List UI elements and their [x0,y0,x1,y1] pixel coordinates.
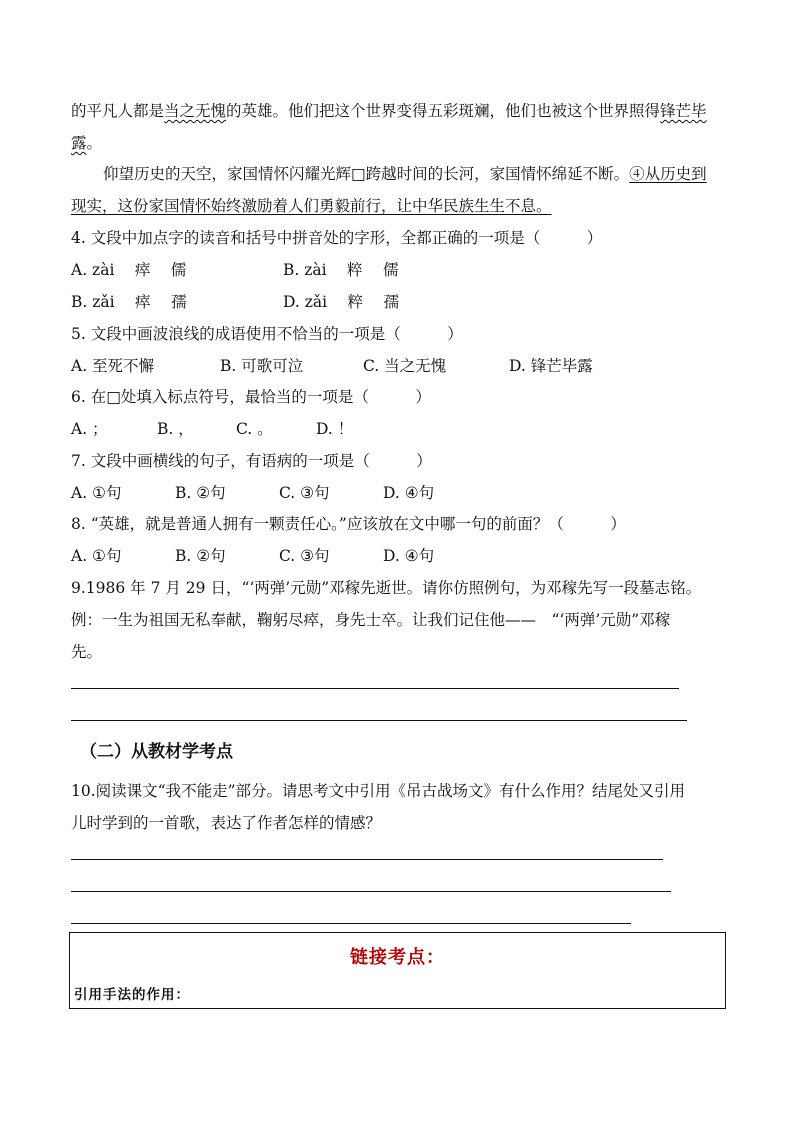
box-title: 链接考点： [350,947,445,968]
option-b[interactable]: B. zài 粹 儒 [283,261,399,279]
answer-line[interactable] [71,891,671,892]
question-7-stem: 7. 文段中画横线的句子，有语病的一项是（ ） [71,452,432,470]
section-title: （二）从教材学考点 [80,742,233,762]
question-4-options-row-1 [71,260,398,280]
option-d[interactable]: D. ④句 [383,547,435,565]
sentence-4-underlined: ④从历史到 [629,165,707,183]
option-b[interactable]: B. ， [157,420,194,438]
question-8-stem: 8. “英雄，就是普通人拥有一颗责任心。”应该放在文中哪一句的前面？（ ） [71,515,626,533]
answer-line[interactable] [71,923,631,924]
passage-text: 的平凡人都是 [71,102,165,120]
passage-text: 的英雄。他们把这个世界变得五彩斑斓，他们也被这个世界照得 [226,102,661,120]
option-b[interactable]: B. ②句 [175,484,226,502]
answer-line[interactable] [71,859,663,860]
sentence-4-underlined-cont: 现实，这份家国情怀始终激励着人们勇毅前行，让中华民族生生不息。 [71,197,552,215]
option-c[interactable]: C. ③句 [279,547,330,565]
option-c[interactable]: C. ③句 [279,484,330,502]
option-d[interactable]: D. zǎi 粹 孺 [283,293,399,311]
question-4-stem: 4. 文段中加点字的读音和括号中拼音处的字形，全都正确的一项是（ ） [71,229,603,247]
option-a[interactable]: A. ①句 [71,484,122,502]
option-d[interactable]: D. ！ [316,420,354,438]
idiom-wavy-2: 锋芒毕 [660,102,707,120]
passage-line-1 [71,101,707,121]
option-c[interactable]: C. 当之无愧 [363,357,447,375]
idiom-wavy-2-end: 露 [71,134,87,152]
question-6-options [71,419,353,439]
option-b[interactable]: B. ②句 [175,547,226,565]
question-4-options-row-2 [71,292,399,312]
box-label: 引用手法的作用： [74,987,190,1003]
answer-line[interactable] [71,720,687,721]
passage-text: 仰望历史的天空，家国情怀闪耀光辉□跨越时间的长河，家国情怀绵延不断。 [103,165,630,183]
passage-text: 。 [86,134,103,152]
option-a[interactable]: A. zài 瘁 儒 [71,261,187,279]
option-a[interactable]: A. ； [71,420,108,438]
question-5-options [71,356,593,376]
question-6-stem: 6. 在□处填入标点符号，最恰当的一项是（ ） [71,388,431,406]
answer-line[interactable] [71,688,679,689]
option-d[interactable]: D. 锋芒毕露 [509,357,593,375]
question-9-stem: 9.1986 年 7 月 29 日，“‘两弹’元勋”邓稼先逝世。请你仿照例句，为邓稼先写一段墓志铭。 [71,579,702,597]
passage-line-3 [103,164,707,184]
question-9-example-line-1: 例：一生为祖国无私奉献，鞠躬尽瘁，身先士卒。让我们记住他—— “‘两弹’元勋”邓稼 [71,611,671,629]
question-10-line-2: 儿时学到的一首歌，表达了作者怎样的情感？ [71,814,382,832]
question-10-line-1: 10.阅读课文“我不能走”部分。请思考文中引用《吊古战场文》有什么作用？结尾处又引用 [71,782,686,800]
question-7-options [71,483,434,503]
exam-point-box [69,932,726,1009]
passage-line-4 [71,196,552,216]
passage-line-2 [71,133,102,153]
idiom-wavy-1: 当之无愧 [164,102,227,120]
option-d[interactable]: D. ④句 [383,484,435,502]
question-5-stem: 5. 文段中画波浪线的成语使用不恰当的一项是（ ） [71,325,463,343]
option-a[interactable]: A. ①句 [71,547,122,565]
option-b[interactable]: B. 可歌可泣 [220,357,304,375]
option-a[interactable]: A. 至死不懈 [71,357,155,375]
option-c[interactable]: B. zǎi 瘁 孺 [71,293,187,311]
question-8-options [71,546,434,566]
question-9-example-line-2: 先。 [71,643,103,661]
option-c[interactable]: C. 。 [236,420,273,438]
